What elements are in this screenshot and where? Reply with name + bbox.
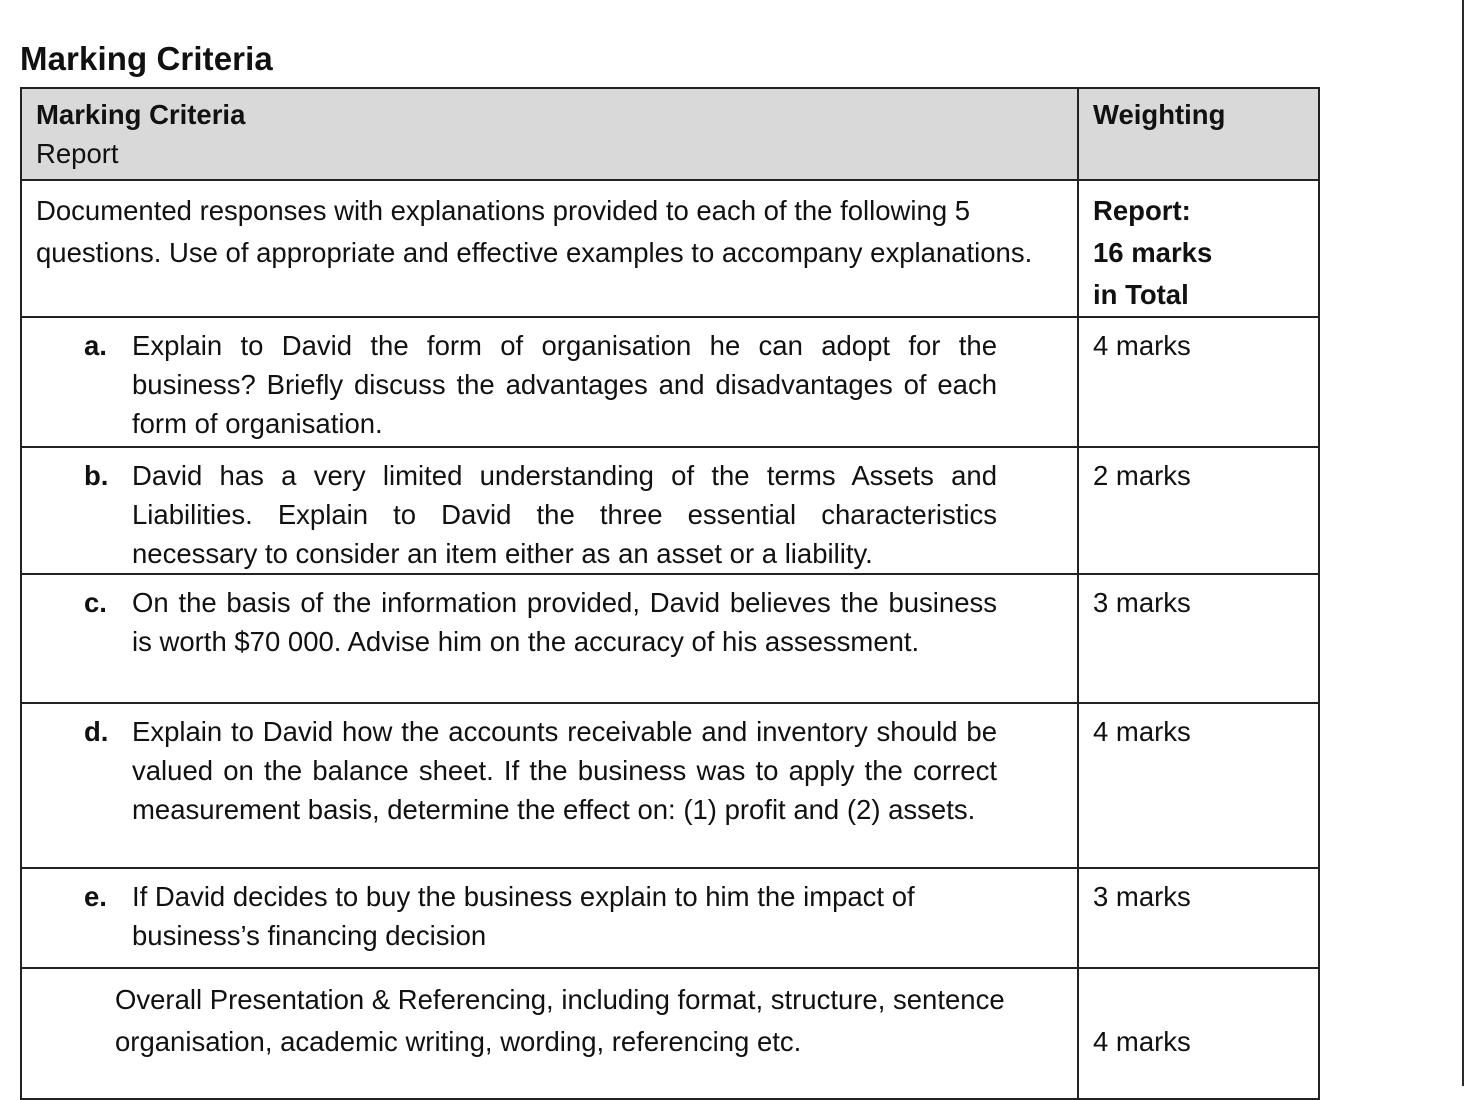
criteria-header-cell xyxy=(21,88,1078,180)
question-letter: b. xyxy=(84,460,109,491)
criteria-column-heading: Marking Criteria xyxy=(36,99,246,130)
question-row xyxy=(21,868,1319,968)
question-cell xyxy=(21,317,1078,447)
total-marks-line: in Total xyxy=(1093,279,1189,310)
question-row xyxy=(21,703,1319,868)
criteria-subheading: Report xyxy=(36,138,119,169)
total-marks-cell xyxy=(1078,180,1319,317)
question-marks: 4 marks xyxy=(1078,703,1319,868)
marking-criteria-table xyxy=(20,87,1320,1100)
question-letter: c. xyxy=(84,587,107,618)
question-marks: 2 marks xyxy=(1078,447,1319,574)
question-letter: d. xyxy=(84,716,109,747)
overall-text: Overall Presentation & Referencing, including format, structure, sentence organisation, academic writing, wording, referencing etc. xyxy=(21,968,1078,1099)
question-cell xyxy=(21,447,1078,574)
question-letter: a. xyxy=(84,330,107,361)
overall-row xyxy=(21,968,1319,1099)
question-text: Explain to David how the accounts receivable and inventory should be valued on the balance sheet. If the business was to apply the correct measurement basis, determine the effect on: (1) profit and (2) assets. xyxy=(132,716,997,825)
question-row xyxy=(21,447,1319,574)
intro-text: Documented responses with explanations provided to each of the following 5 questions. Use of appropriate and effective examples to accompany explanations. xyxy=(21,180,1078,317)
weighting-header-cell xyxy=(1078,88,1319,180)
question-text: David has a very limited understanding of the terms Assets and Liabilities. Explain to David the three essential characteristics necessary to consider an item either as an asset or a liability. xyxy=(132,460,997,569)
page-title: Marking Criteria xyxy=(20,40,273,77)
intro-row xyxy=(21,180,1319,317)
question-row xyxy=(21,317,1319,447)
question-row xyxy=(21,574,1319,703)
question-cell xyxy=(21,868,1078,968)
question-text: If David decides to buy the business explain to him the impact of business’s financing decision xyxy=(132,881,915,951)
question-marks: 3 marks xyxy=(1078,868,1319,968)
question-marks: 4 marks xyxy=(1078,317,1319,447)
question-marks: 3 marks xyxy=(1078,574,1319,703)
header-row xyxy=(21,88,1319,180)
question-cell xyxy=(21,574,1078,703)
total-marks-line: 16 marks xyxy=(1093,237,1213,268)
overall-marks: 4 marks xyxy=(1078,968,1319,1099)
weighting-column-heading: Weighting xyxy=(1093,99,1226,130)
question-text: On the basis of the information provided, David believes the business is worth $70 000. Advise him on the accuracy of his assessment. xyxy=(132,587,997,657)
question-text: Explain to David the form of organisation he can adopt for the business? Briefly discuss the advantages and disadvantages of each form of organisation. xyxy=(132,330,997,439)
question-cell xyxy=(21,703,1078,868)
question-letter: e. xyxy=(84,881,107,912)
total-marks-line: Report: xyxy=(1093,195,1191,226)
